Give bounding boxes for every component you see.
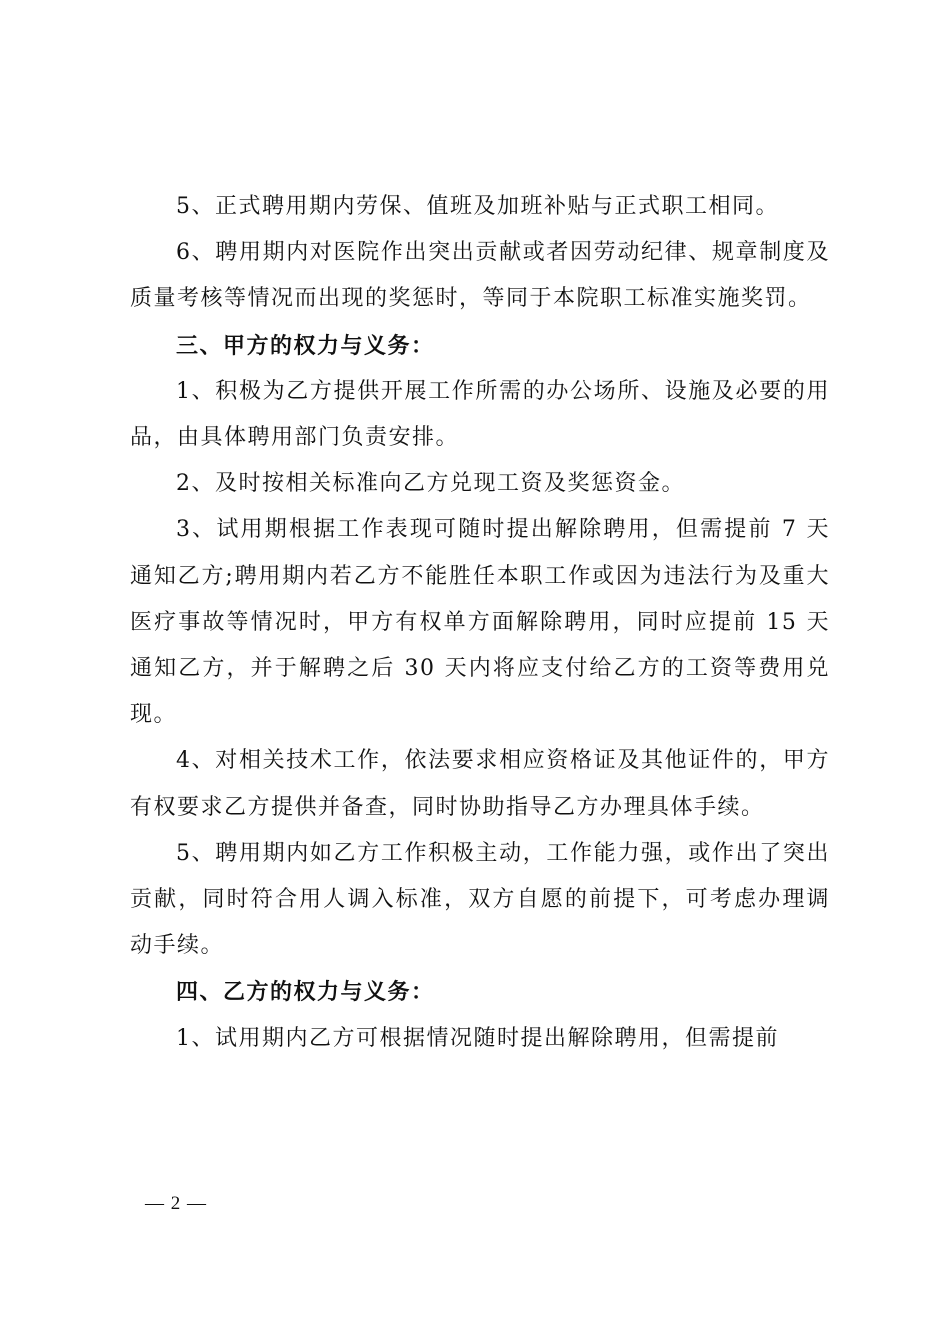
paragraph-transfer: 5、聘用期内如乙方工作积极主动，工作能力强，或作出了突出贡献，同时符合用人调入标准，双方自愿的前提下，可考虑办理调动手续。 xyxy=(130,840,830,959)
paragraph-certificates: 4、对相关技术工作，依法要求相应资格证及其他证件的，甲方有权要求乙方提供并备查，同时协助指导乙方办理具体手续。 xyxy=(130,748,830,820)
document-body xyxy=(130,184,830,1062)
section-heading-party-b: 四、乙方的权力与义务： xyxy=(176,979,435,1006)
paragraph-wage-payment: 2、及时按相关标准向乙方兑现工资及奖惩资金。 xyxy=(176,471,685,497)
paragraph-probation-resign: 1、试用期内乙方可根据情况随时提出解除聘用，但需提前 xyxy=(176,1025,779,1051)
paragraph-office-provision: 1、积极为乙方提供开展工作所需的办公场所、设施及必要的用品，由具体聘用部门负责安排。 xyxy=(130,378,830,451)
paragraph-termination: 3、试用期根据工作表现可随时提出解除聘用，但需提前 7 天通知乙方;聘用期内若乙方不能胜任本职工作或因为违法行为及重大医疗事故等情况时，甲方有权单方面解除聘用，同时应提前 15 天通知乙方，并于解聘之后 30 天内将应支付给乙方的工资等费用兑现。 xyxy=(130,517,830,728)
section-heading-party-a: 三、甲方的权力与义务： xyxy=(176,332,435,359)
paragraph-rewards-penalties: 6、聘用期内对医院作出突出贡献或者因劳动纪律、规章制度及质量考核等情况而出现的奖惩时，等同于本院职工标准实施奖罚。 xyxy=(130,240,830,312)
paragraph-allowance-equal: 5、正式聘用期内劳保、值班及加班补贴与正式职工相同。 xyxy=(176,194,779,219)
page-number: — 2 — xyxy=(145,1193,207,1214)
